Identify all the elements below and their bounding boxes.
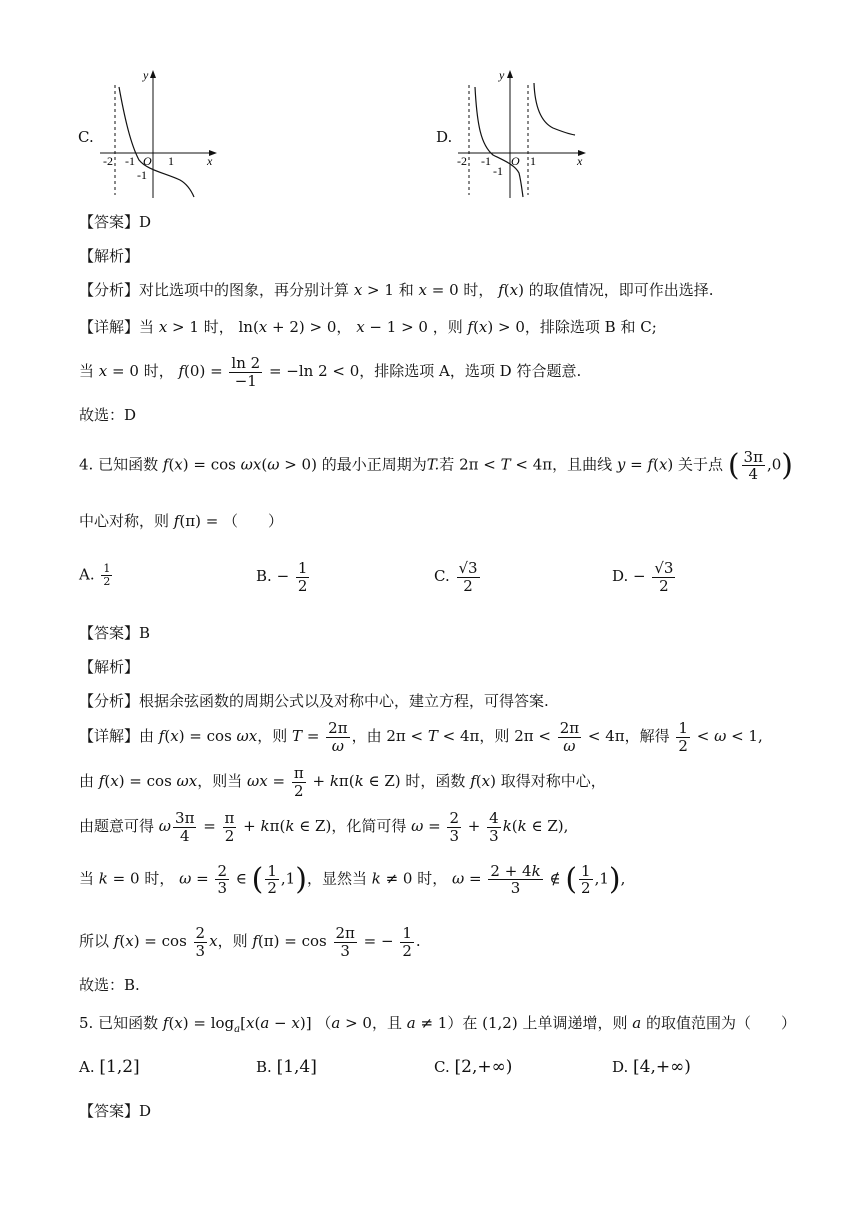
q5-option-d[interactable]: D. [4,+∞) (612, 1057, 691, 1077)
q3-xiangjie: 【详解】当 x > 1 时， ln(x + 2) > 0， x − 1 > 0 ，则 f(x) > 0，排除选项 B 和 C; (79, 318, 657, 336)
option-d-label: D. (436, 128, 453, 146)
q5-option-b[interactable]: B. [1,4] (256, 1057, 317, 1077)
q4-option-d[interactable]: D. − $\frac{√3}{2}$ (612, 559, 674, 595)
q5-stem: 5. 已知函数 $f(x) = \log_a[x(a - x)] (a > 0$，且 a ≠ 1）在 (1,2) 上单调递增，则 a 的取值范围为（ ） (79, 1014, 797, 1035)
tick-neg2: -2 (103, 154, 113, 168)
q5-answer: 【答案】D (79, 1102, 152, 1120)
q3-answer: 【答案】D (79, 213, 152, 231)
q4-stem: 4. 已知函数 f(x) = cos ωx(ω > 0) 的最小正周期为T.若 2π < T < 4π，且曲线 y = f(x) 关于点 ( $\frac{3\pi}{4}$ ,0) (79, 447, 793, 483)
q3-fenxi: 【分析】对比选项中的图象，再分别计算 x > 1 和 x = 0 时， f(x) 的取值情况，即可作出选择. (79, 281, 714, 299)
tick-neg1: -1 (481, 154, 491, 168)
graph-d (453, 65, 593, 200)
graph-c (95, 65, 225, 200)
tick-neg2: -2 (457, 154, 467, 168)
q4-line5: 所以 f(x) = cos $\frac{2}{3}$ x，则 f(π) = cos $\frac{2\pi}{3}$ = − $\frac{1}{2}$ . (79, 924, 421, 960)
q4-fenxi: 【分析】根据余弦函数的周期公式以及对称中心，建立方程，可得答案. (79, 692, 549, 710)
q5-option-a[interactable]: A. [1,2] (79, 1057, 140, 1077)
tick-1: 1 (530, 154, 536, 168)
tick-neg1: -1 (125, 154, 135, 168)
q4-analysis-head: 【解析】 (79, 658, 140, 676)
q4-xiangjie: 【详解】由 f(x) = cos ωx，则 T = $\frac{2\pi}{\omega}$ ，由 2π < T < 4π，则 2π < $\frac{2\pi}{\omega}$ < 4π，解得 $\frac{1}{2}$ < ω < 1, (79, 719, 763, 755)
y-tick-neg1: -1 (137, 168, 147, 182)
y-axis-label: y (143, 68, 149, 82)
y-axis-label: y (499, 68, 505, 82)
q4-option-b[interactable]: B. − $\frac{1}{2}$ (256, 559, 308, 595)
tick-1: 1 (168, 154, 174, 168)
q4-stem2: 中心对称，则 f(π) = （ ） (79, 512, 284, 530)
origin-label: O (143, 154, 152, 168)
q4-option-a[interactable]: A. $\frac{1}{2}$ (79, 562, 111, 589)
q4-line2: 由 f(x) = cos ωx，则当 ωx = $\frac{\pi}{2}$ + kπ(k ∈ Z) 时，函数 f(x) 取得对称中心， (79, 764, 606, 800)
origin-label: O (511, 154, 520, 168)
q4-option-c[interactable]: C. $\frac{√3}{2}$ (434, 559, 478, 595)
q5-option-c[interactable]: C. [2,+∞) (434, 1057, 513, 1077)
x-axis-label: x (207, 154, 213, 168)
y-tick-neg1: -1 (493, 164, 503, 178)
option-c-label: C. (78, 128, 94, 146)
q3-choice: 故选：D (79, 406, 137, 424)
q4-choice: 故选：B. (79, 976, 140, 994)
q3-line2: 当 x = 0 时， f(0) = $\frac{\ln 2}{-1}$ = −ln 2 < 0，排除选项 A，选项 D 符合题意. (79, 354, 582, 390)
q3-analysis-head: 【解析】 (79, 247, 140, 265)
q4-line4: 当 k = 0 时， ω = $\frac{2}{3}$ ∈ ( $\frac{1}{2}$ ,1)，显然当 k ≠ 0 时， ω = $\frac{2 + 4k}{3}$ ∉ ( $\frac{1}{2}$ ,1), (79, 861, 626, 897)
q4-answer: 【答案】B (79, 624, 151, 642)
x-axis-label: x (577, 154, 583, 168)
q4-line3: 由题意可得 ω $\frac{3\pi}{4}$ = $\frac{\pi}{2}$ + kπ(k ∈ Z)，化简可得 ω = $\frac{2}{3}$ + $\frac{4}{3}$ k(k ∈ Z), (79, 809, 569, 845)
